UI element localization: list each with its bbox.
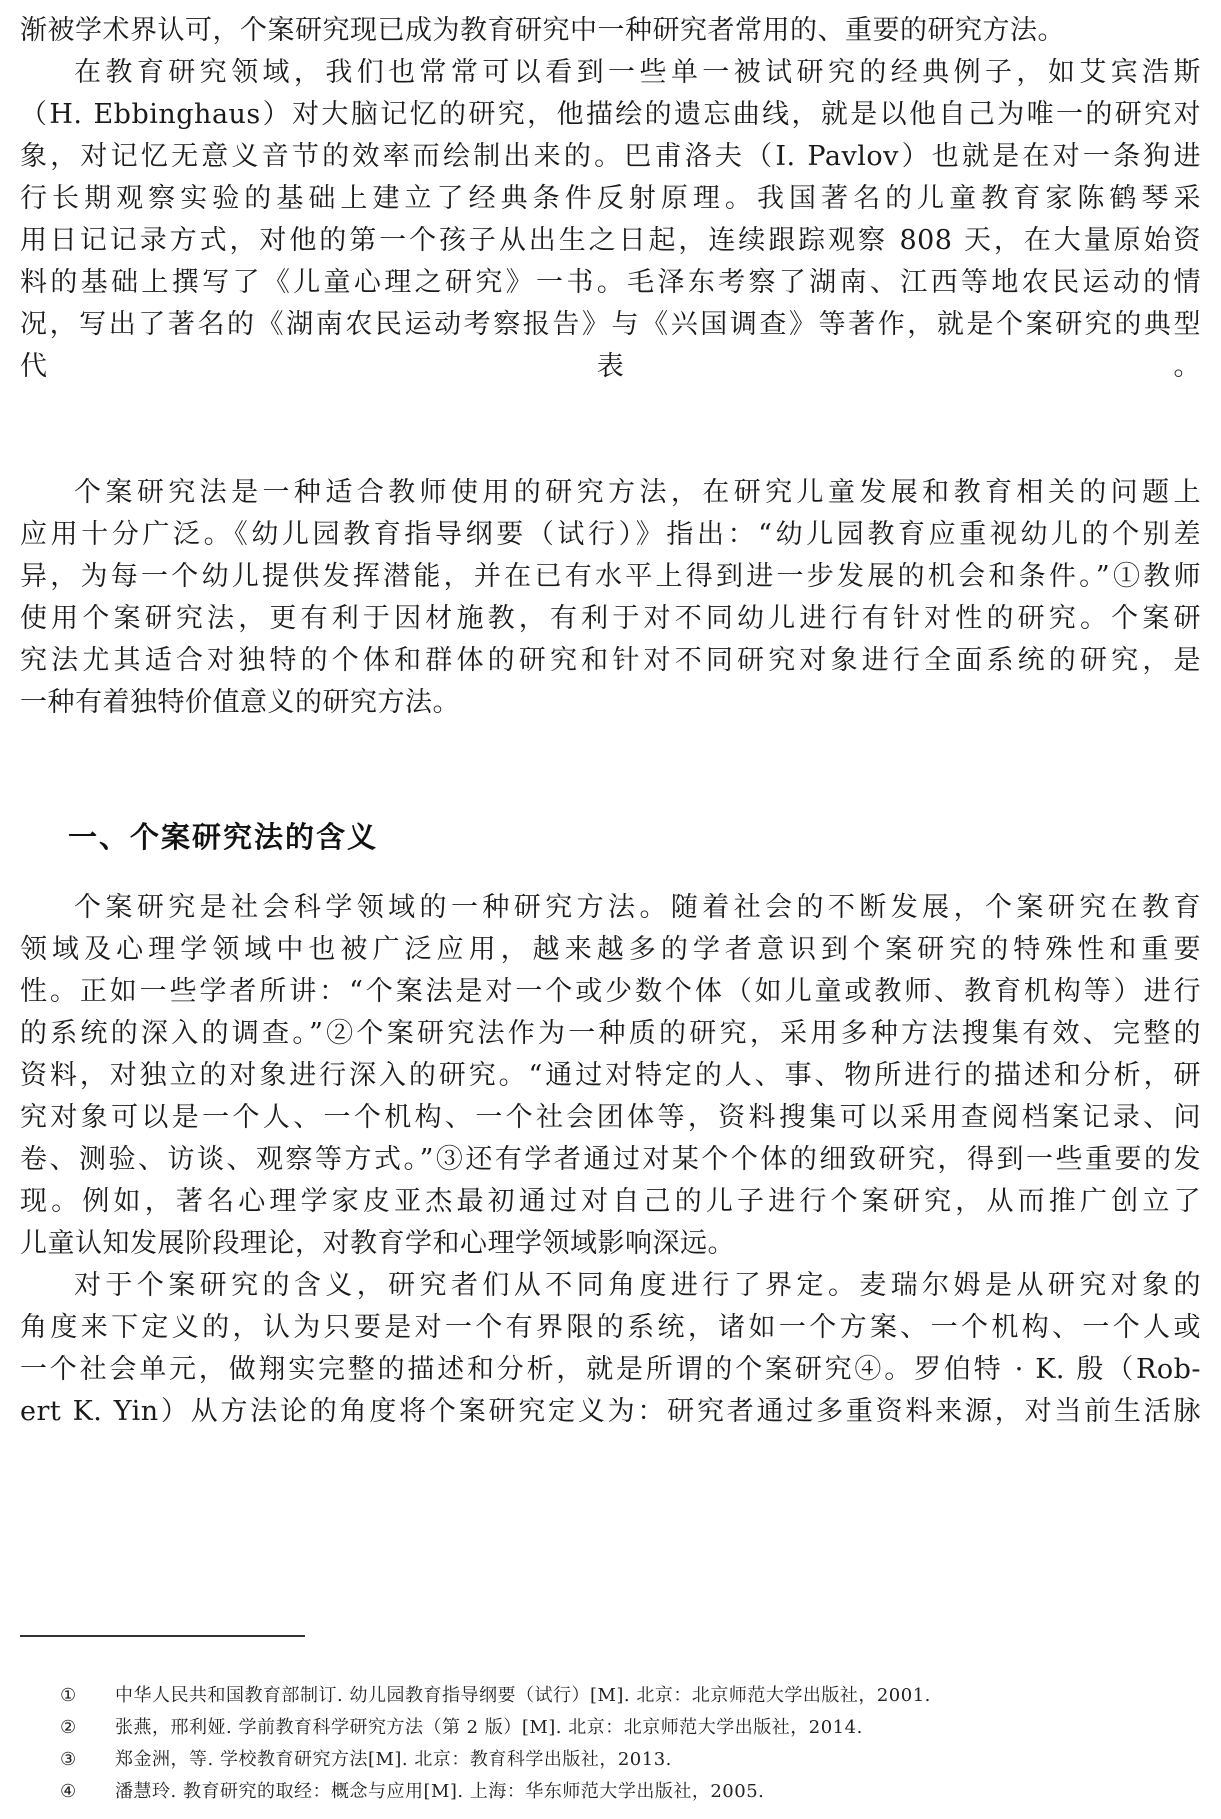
paragraph-line: 料的基础上撰写了《儿童心理之研究》一书。毛泽东考察了湖南、江西等地农民运动的情: [20, 267, 1201, 298]
section-heading: 一、个案研究法的含义: [68, 820, 379, 854]
paragraph-line: 现。例如，著名心理学家皮亚杰最初通过对自己的儿子进行个案研究，从而推广创立了: [20, 1186, 1201, 1217]
paragraph-line: ert K. Yin）从方法论的角度将个案研究定义为：研究者通过多重资料来源，对当前生活脉: [20, 1396, 1201, 1427]
paragraph-line: 究法尤其适合对独特的个体和群体的研究和针对不同研究对象进行全面系统的研究，是: [20, 645, 1201, 676]
paragraph-line: 用日记记录方式，对他的第一个孩子从出生之日起，连续跟踪观察 808 天，在大量原始资: [20, 225, 1201, 256]
paragraph-line: 使用个案研究法，更有利于因材施教，有利于对不同幼儿进行有针对性的研究。个案研: [20, 603, 1201, 634]
footnote-marker: ①: [60, 1685, 77, 1706]
paragraph-line: 象，对记忆无意义音节的效率而绘制出来的。巴甫洛夫（I. Pavlov）也就是在对一条狗进: [20, 141, 1201, 172]
paragraph-line: 应用十分广泛。《幼儿园教育指导纲要（试行）》指出：“幼儿园教育应重视幼儿的个别差: [20, 519, 1201, 550]
footnote-marker: ④: [60, 1781, 77, 1802]
paragraph-line: 个案研究法是一种适合教师使用的研究方法，在研究儿童发展和教育相关的问题上: [74, 477, 1201, 508]
paragraph-line: 儿童认知发展阶段理论，对教育学和心理学领域影响深远。: [20, 1228, 735, 1259]
paragraph-line: 行长期观察实验的基础上建立了经典条件反射原理。我国著名的儿童教育家陈鹤琴采: [20, 183, 1201, 214]
paragraph-line: 一个社会单元，做翔实完整的描述和分析，就是所谓的个案研究④。罗伯特 · K. 殷（Rob-: [20, 1354, 1201, 1385]
paragraph-line: 异，为每一个幼儿提供发挥潜能，并在已有水平上得到进一步发展的机会和条件。”①教师: [20, 561, 1201, 592]
paragraph-line: （H. Ebbinghaus）对大脑记忆的研究，他描绘的遗忘曲线，就是以他自己为唯一的研究对: [20, 99, 1201, 130]
footnote-text: 张燕，邢利娅. 学前教育科学研究方法（第 2 版）[M]. 北京：北京师范大学出版社，2014.: [115, 1717, 863, 1738]
footnote-3: [60, 1746, 672, 1774]
paragraph-line: 一种有着独特价值意义的研究方法。: [20, 687, 460, 718]
paragraph-line: 的系统的深入的调查。”②个案研究法作为一种质的研究，采用多种方法搜集有效、完整的: [20, 1018, 1201, 1049]
paragraph-line: 角度来下定义的，认为只要是对一个有界限的系统，诸如一个方案、一个机构、一个人或: [20, 1312, 1201, 1343]
paragraph-line: 究对象可以是一个人、一个机构、一个社会团体等，资料搜集可以采用查阅档案记录、问: [20, 1102, 1201, 1133]
footnote-2: [60, 1714, 863, 1742]
footnote-divider: [20, 1635, 305, 1637]
paragraph-line: 卷、测验、访谈、观察等方式。”③还有学者通过对某个个体的细致研究，得到一些重要的发: [20, 1144, 1201, 1175]
footnote-marker: ②: [60, 1717, 77, 1738]
footnote-text: 郑金洲，等. 学校教育研究方法[M]. 北京：教育科学出版社，2013.: [115, 1749, 672, 1770]
paragraph-line: 资料，对独立的对象进行深入的研究。“通过对特定的人、事、物所进行的描述和分析，研: [20, 1060, 1201, 1091]
footnote-text: 潘慧玲. 教育研究的取经：概念与应用[M]. 上海：华东师范大学出版社，2005.: [115, 1781, 765, 1802]
footnote-text: 中华人民共和国教育部制订. 幼儿园教育指导纲要（试行）[M]. 北京：北京师范大学出版社，2001.: [115, 1685, 931, 1706]
paragraph-line: 在教育研究领域，我们也常常可以看到一些单一被试研究的经典例子，如艾宾浩斯: [74, 57, 1201, 88]
paragraph-line: 渐被学术界认可，个案研究现已成为教育研究中一种研究者常用的、重要的研究方法。: [20, 15, 1065, 46]
paragraph-line: [20, 389, 1201, 429]
footnote-4: [60, 1778, 764, 1806]
paragraph-line: 况，写出了著名的《湖南农民运动考察报告》与《兴国调查》等著作，就是个案研究的典型: [20, 309, 1201, 340]
paragraph-line: 对于个案研究的含义，研究者们从不同角度进行了界定。麦瑞尔姆是从研究对象的: [74, 1270, 1201, 1301]
paragraph-line: 代表。: [20, 351, 1201, 382]
paragraph-line: 领域及心理学领域中也被广泛应用，越来越多的学者意识到个案研究的特殊性和重要: [20, 934, 1201, 965]
paragraph-line: 个案研究是社会科学领域的一种研究方法。随着社会的不断发展，个案研究在教育: [74, 892, 1201, 923]
paragraph-line: 性。正如一些学者所讲：“个案法是对一个或少数个体（如儿童或教师、教育机构等）进行: [20, 976, 1201, 1007]
footnote-1: [60, 1682, 931, 1710]
footnote-marker: ③: [60, 1749, 77, 1770]
